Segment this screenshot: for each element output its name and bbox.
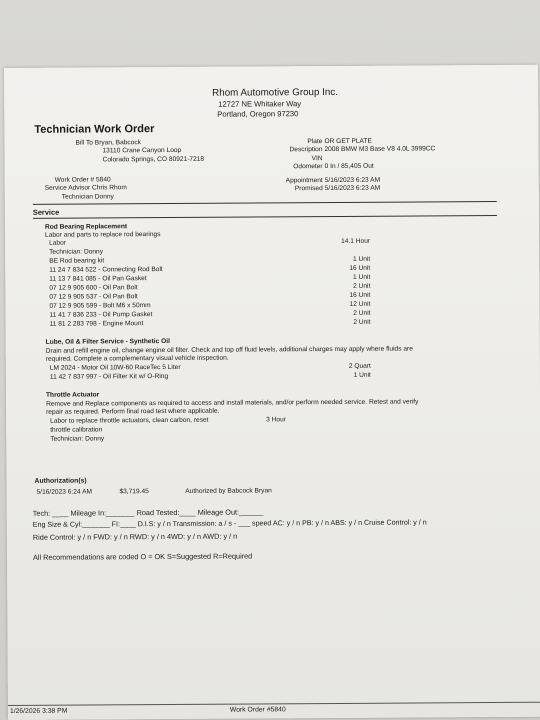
- header-divider: [33, 201, 497, 205]
- part-line: LM 2024 - Motor Oil 10W-60 RaceTec 5 Liter 2 Quart: [49, 362, 371, 372]
- job-title: Throttle Actuator: [45, 391, 100, 399]
- authorization-amount: $3,719.45: [119, 488, 149, 496]
- part-line: 11 81 2 283 798 - Engine Mount 2 Unit: [49, 318, 371, 328]
- vin-label: VIN: [311, 154, 323, 162]
- bill-to-block: [75, 139, 204, 165]
- job-description: repair as required. Perform final road test where applicable.: [46, 407, 220, 416]
- service-heading: Service: [32, 207, 60, 217]
- job-description: Labor and parts to replace rod bearings: [45, 231, 161, 239]
- promised-value: 5/16/2023 6:23 AM: [324, 185, 381, 193]
- advisor-label: Service Advisor: [44, 184, 91, 193]
- dates-block: [253, 177, 380, 194]
- authorization-date: 5/16/2023 6:24 AM: [36, 488, 92, 496]
- part-line: 07 12 9 905 600 - Oil Pan Bolt 2 Unit: [49, 282, 371, 292]
- technician-name: Donny: [94, 192, 114, 201]
- promised-label: Promised: [294, 185, 323, 193]
- labor-line-cont: throttle calibration: [50, 426, 103, 434]
- work-order-sheet: [4, 65, 540, 720]
- part-line: 07 12 9 905 537 - Oil Pan Bolt 16 Unit: [49, 291, 371, 301]
- part-line: 07 12 9 905 599 - Bolt M6 x 50mm 12 Unit: [49, 300, 371, 310]
- description-value: 2008 BMW M3 Base V8 4.0L 3999CC: [324, 145, 436, 154]
- part-line: 11 24 7 834 522 - Connecting Rod Bolt 16 Unit: [49, 264, 371, 274]
- appointment-value: 5/16/2023 6:23 AM: [324, 176, 381, 185]
- plate-label: Plate: [307, 138, 323, 146]
- appointment-label: Appointment: [285, 177, 323, 185]
- work-order-number: 5840: [95, 176, 111, 184]
- part-line: BE Rod bearing kit 1 Unit: [49, 255, 371, 265]
- printed-timestamp: 1/26/2026 3:38 PM: [9, 707, 68, 715]
- part-line: 11 13 7 841 085 - Oil Pan Gasket 1 Unit: [49, 273, 371, 283]
- bill-to-label: Bill To: [75, 139, 93, 147]
- recommendations-note: All Recommendations are coded O = OK S=Suggested R=Required: [32, 551, 253, 562]
- job-description: required. Complete a complementary visual vehicle inspection.: [45, 354, 229, 363]
- technician-label: Technician: [61, 193, 93, 201]
- labor-line: Labor 14.1 Hour: [49, 237, 371, 247]
- job-technician: Technician: Donny: [50, 435, 105, 443]
- part-line: 11 41 7 836 233 - Oil Pump Gasket 2 Unit: [49, 309, 371, 319]
- company-name: Rhom Automotive Group Inc.: [212, 86, 338, 99]
- form-line-drive: Ride Control: y / n FWD: y / n RWD: y / n 4WD: y / n AWD: y / n: [32, 531, 238, 542]
- bill-to-name: Bryan, Babcock: [94, 139, 141, 147]
- order-info-block: [45, 176, 127, 201]
- work-order-label: Work Order #: [54, 176, 95, 184]
- job-title: Lube, Oil & Filter Service - Synthetic Oil: [45, 337, 170, 346]
- authorization-heading: Authorization(s): [34, 477, 87, 485]
- form-line-tech: Tech: ____ Mileage In:_______ Road Tested:____ Mileage Out:______: [32, 507, 264, 518]
- bill-to-street: 13110 Crane Canyon Loop: [102, 147, 182, 155]
- part-line: 11 42 7 837 997 - Oil Filter Kit w/ O-Ring 1 Unit: [49, 371, 371, 381]
- authorization-by: Authorized by Babcock Bryan: [185, 487, 272, 495]
- plate-value: OR GET PLATE: [324, 137, 372, 146]
- job-title: Rod Bearing Replacement: [44, 223, 128, 231]
- odometer-label: Odometer: [293, 162, 323, 171]
- odometer-value: 0 In / 85,405 Out: [324, 162, 374, 170]
- footer-divider: [8, 702, 540, 706]
- vehicle-block: [264, 137, 435, 171]
- service-divider: [33, 215, 497, 219]
- job-description: Remove and Replace components as required to access and install materials, and/or perform needed service. Retest and verify: [46, 398, 419, 408]
- description-label: Description: [289, 146, 323, 154]
- bill-to-city: Colorado Springs, CO 80921-7218: [102, 155, 205, 163]
- advisor-name: Chris Rhom: [92, 184, 127, 192]
- company-address-street: 12727 NE Whitaker Way: [218, 99, 302, 109]
- authorization-row: [37, 487, 272, 495]
- job-technician: Technician: Donny: [49, 248, 104, 256]
- job-description: Drain and refill engine oil, change engine oil filter. Check and top off fluid levels, additional charges may apply where fluids are: [45, 345, 413, 355]
- labor-line: Labor to replace throttle actuators, clean carbon, reset 3 Hour: [50, 416, 286, 425]
- document-title: Technician Work Order: [34, 123, 155, 136]
- form-line-engine: Eng Size & Cyl:_______ FI:____ D.I.S: y / n Transmission: a / s - ___ speed AC: y / n PB: y / n ABS: y / n Cruise Control: y / n: [32, 518, 427, 529]
- company-address-city: Portland, Oregon 97230: [217, 109, 299, 119]
- footer-work-order: Work Order #5840: [229, 706, 286, 714]
